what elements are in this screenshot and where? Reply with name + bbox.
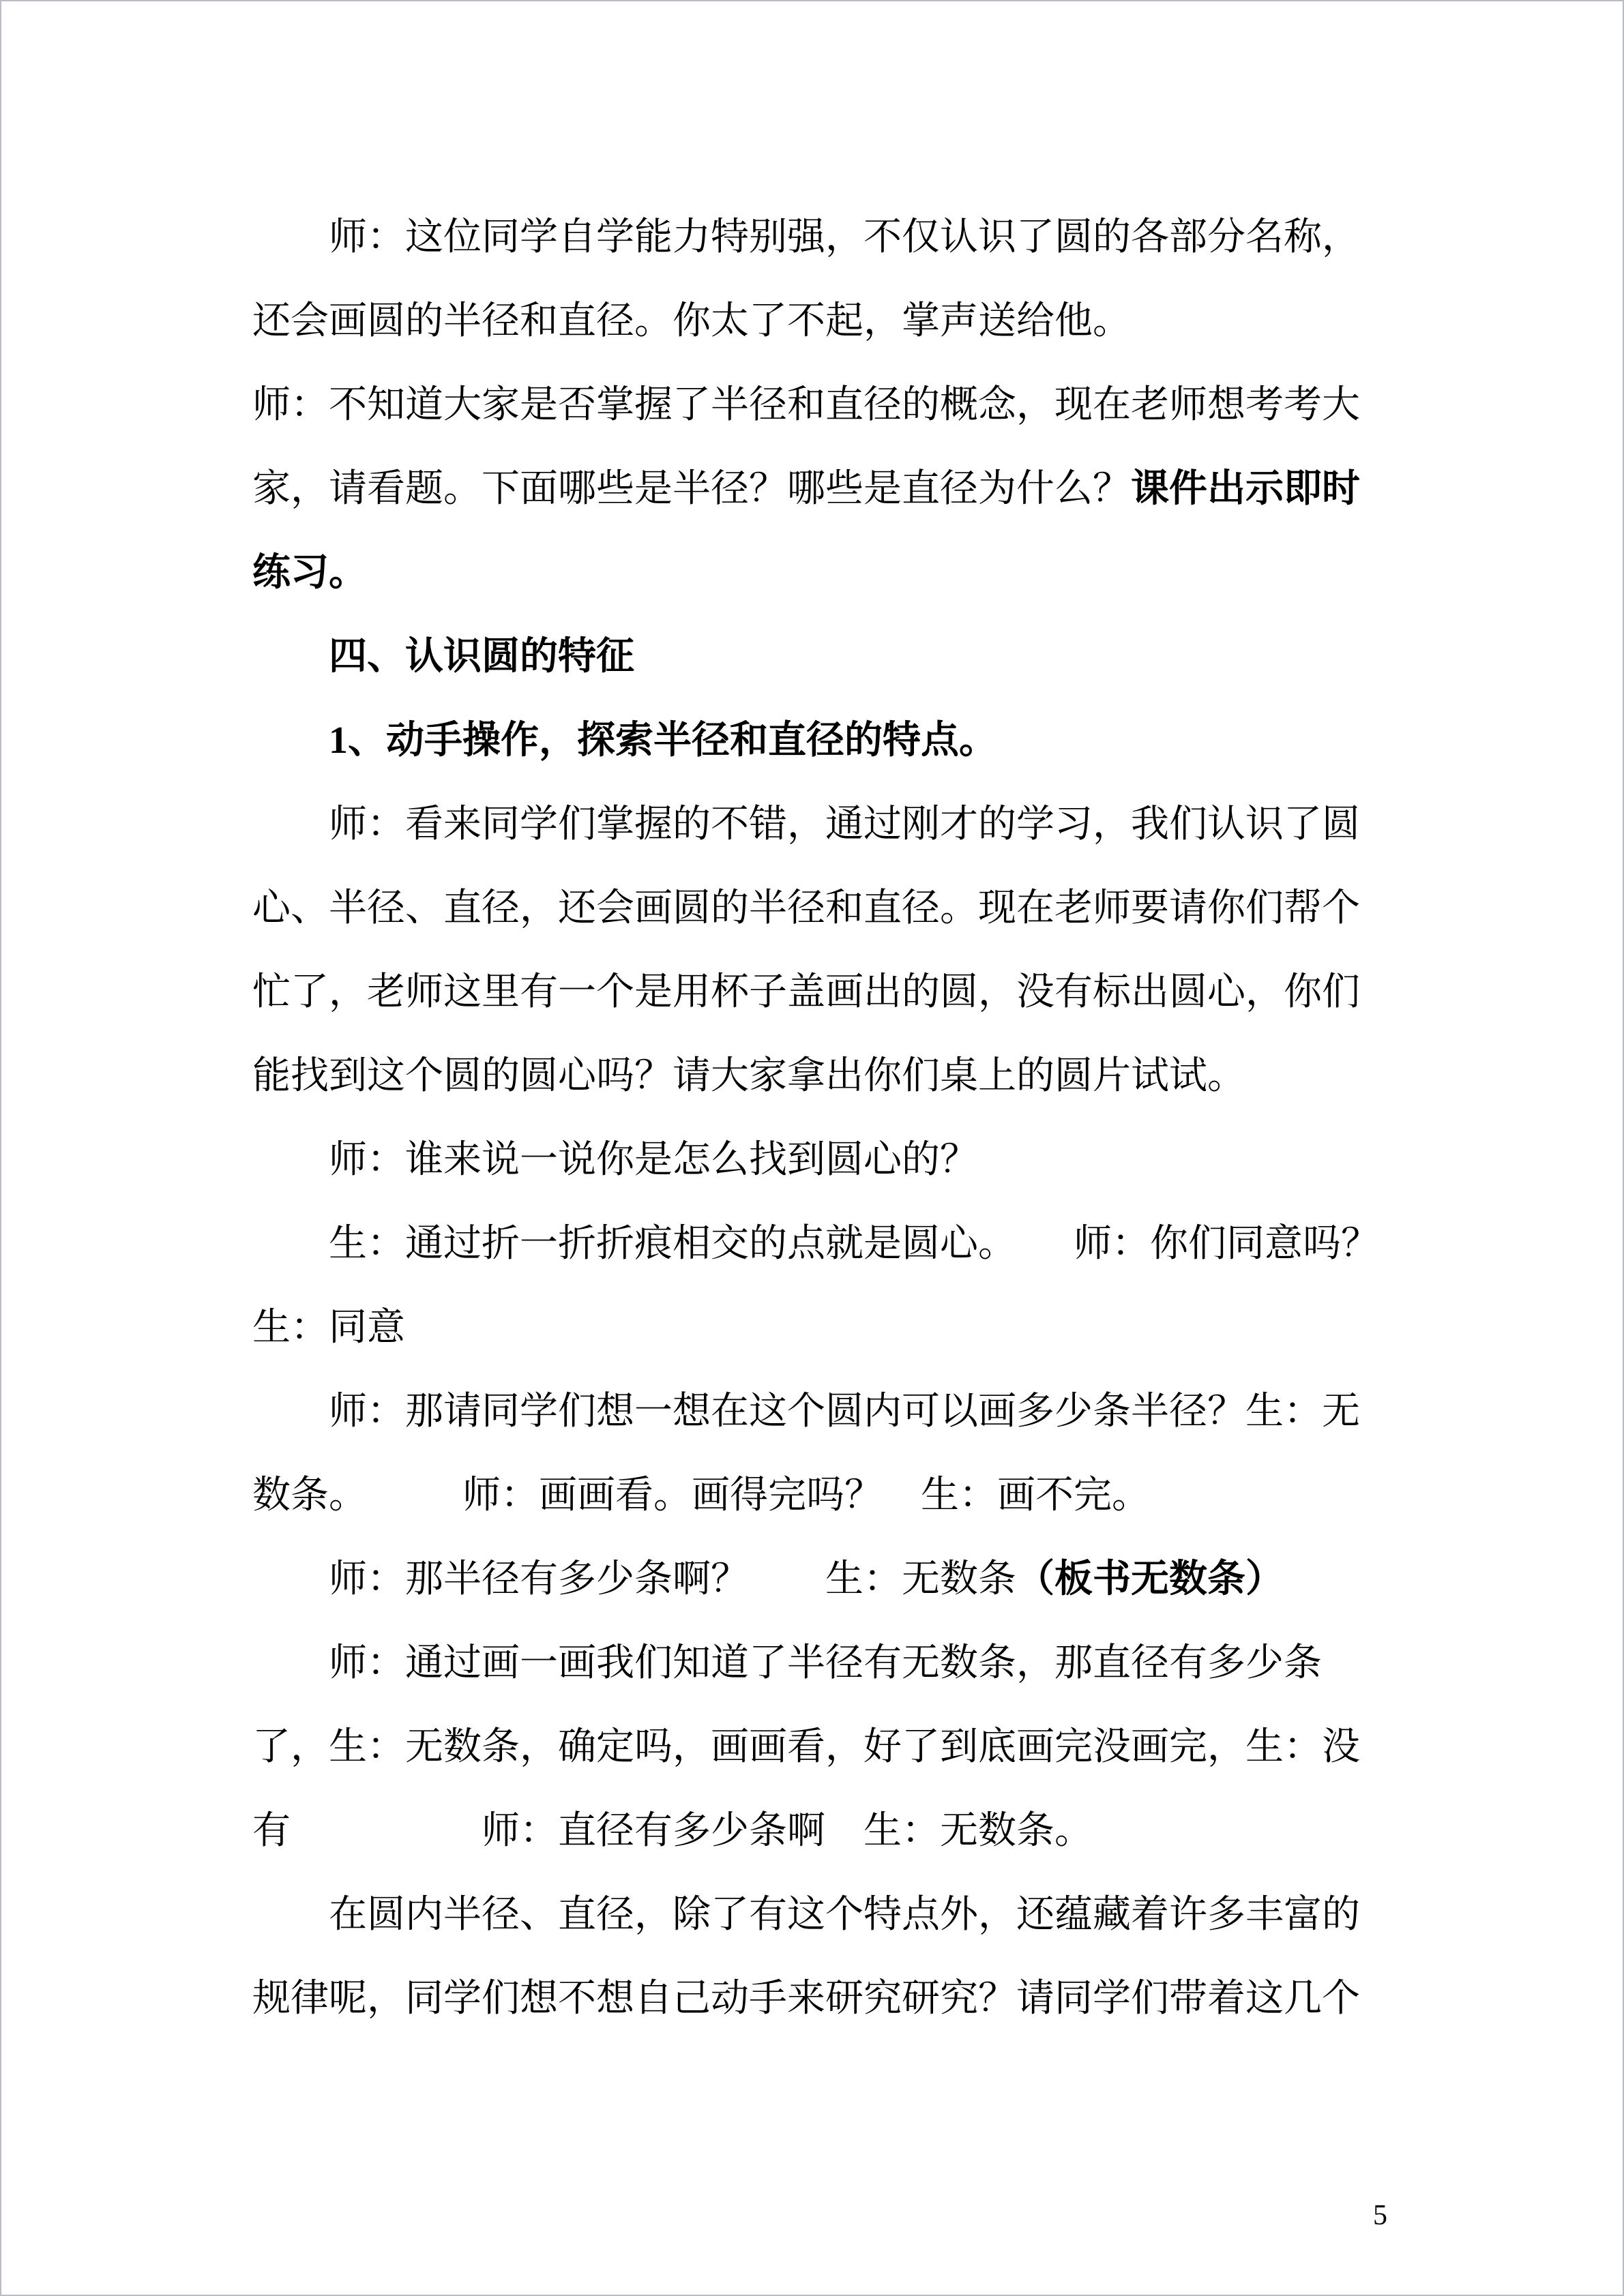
text-segment: 规律呢，同学们想不想自己动手来研究研究？请同学们带着这几个 xyxy=(252,1978,1360,2020)
text-line xyxy=(252,1202,1405,1286)
text-line xyxy=(252,531,1405,615)
text-line xyxy=(252,1034,1405,1118)
text-segment: 在圆内半径、直径，除了有这个特点外，还蕴藏着许多丰富的 xyxy=(329,1894,1360,1936)
text-segment: 师：看来同学们掌握的不错，通过刚才的学习，我们认识了圆 xyxy=(329,803,1360,846)
text-line xyxy=(252,699,1405,783)
text-segment: 师：那请同学们想一想在这个圆内可以画多少条半径？生：无 xyxy=(329,1390,1360,1433)
text-segment: 师：不知道大家是否掌握了半径和直径的概念，现在老师想考考大 xyxy=(252,384,1360,426)
text-segment: 生：同意 xyxy=(252,1307,405,1349)
bold-text-segment: 1、动手操作，探索半径和直径的特点。 xyxy=(329,719,997,762)
text-segment: 数条。 师：画画看。画得完吗？ 生：画不完。 xyxy=(252,1474,1150,1517)
text-line xyxy=(252,280,1405,363)
text-line xyxy=(252,447,1405,531)
text-segment: 忙了，老师这里有一个是用杯子盖画出的圆，没有标出圆心，你们 xyxy=(252,971,1360,1013)
text-segment: 师：通过画一画我们知道了半径有无数条，那直径有多少条 xyxy=(329,1642,1322,1684)
bold-text-segment: 课件出示即时 xyxy=(1131,468,1360,510)
page-number: 5 xyxy=(1373,2200,1387,2231)
text-line xyxy=(252,783,1405,867)
text-line xyxy=(252,1370,1405,1454)
text-segment: 师：这位同学自学能力特别强，不仅认识了圆的各部分名称， xyxy=(329,216,1360,258)
text-line xyxy=(252,1957,1405,2041)
text-line xyxy=(252,1705,1405,1789)
text-line xyxy=(252,1454,1405,1538)
text-segment: 生：通过折一折折痕相交的点就是圆心。 师：你们同意吗？ xyxy=(329,1223,1379,1265)
text-segment: 了，生：无数条，确定吗，画画看，好了到底画完没画完，生：没 xyxy=(252,1726,1360,1768)
text-line xyxy=(252,1789,1405,1873)
text-line xyxy=(252,867,1405,951)
text-segment: 有 师：直径有多少条啊 生：无数条。 xyxy=(252,1810,1093,1852)
bold-text-segment: 练习。 xyxy=(252,552,367,594)
text-segment: 家，请看题。下面哪些是半径？哪些是直径为什么？ xyxy=(252,468,1131,510)
text-line xyxy=(252,196,1405,280)
text-line xyxy=(252,1286,1405,1370)
text-line xyxy=(252,615,1405,699)
text-segment: 师：那半径有多少条啊？ 生：无数条 xyxy=(329,1558,1016,1600)
text-line xyxy=(252,1118,1405,1202)
text-segment: 心、半径、直径，还会画圆的半径和直径。现在老师要请你们帮个 xyxy=(252,887,1360,929)
text-line xyxy=(252,1873,1405,1957)
text-segment: 师：谁来说一说你是怎么找到圆心的？ xyxy=(329,1139,978,1181)
text-line xyxy=(252,1538,1405,1622)
text-segment: 能找到这个圆的圆心吗？请大家拿出你们桌上的圆片试试。 xyxy=(252,1055,1245,1097)
text-segment: 还会画圆的半径和直径。你太了不起，掌声送给他。 xyxy=(252,300,1131,342)
bold-text-segment: （板书无数条） xyxy=(1016,1558,1284,1600)
document-body xyxy=(252,196,1405,2041)
bold-text-segment: 四、认识圆的特征 xyxy=(329,636,634,678)
text-line xyxy=(252,951,1405,1034)
text-line xyxy=(252,1622,1405,1705)
text-line xyxy=(252,363,1405,447)
